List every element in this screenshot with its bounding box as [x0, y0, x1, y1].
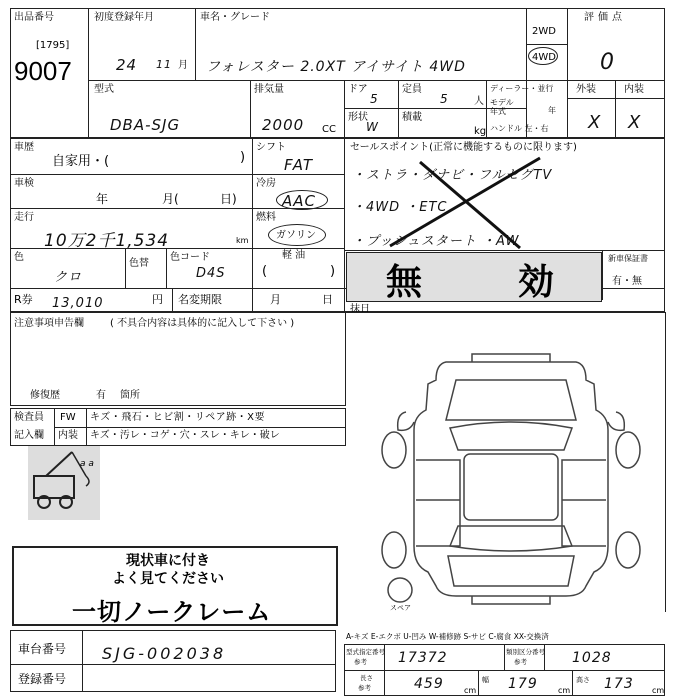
year-unit: 年: [548, 106, 556, 115]
name-change-month: 月: [270, 293, 281, 306]
aircon-label: 冷房: [256, 178, 276, 189]
color-change-label: 色替: [129, 258, 149, 269]
handle-label: ハンドル 左・右: [490, 124, 549, 133]
car-damage-diagram: [376, 350, 646, 610]
type-designation-label: 型式指定番号: [346, 648, 385, 656]
fuel-light-oil: 軽 油: [282, 250, 306, 261]
inspector-fw: FW: [60, 412, 76, 423]
model-label: 型式: [94, 84, 114, 95]
divider: [572, 670, 573, 696]
length-value: 459: [414, 676, 444, 692]
type-designation-sub: 参考: [354, 658, 367, 666]
length-sub: 参考: [358, 684, 371, 692]
divider: [88, 80, 526, 81]
shift-label: シフト: [256, 142, 286, 153]
car-name-label: 車名・グレード: [200, 12, 270, 23]
divider: [172, 288, 173, 312]
usage-close: ): [240, 150, 246, 165]
inspector-label1: 検査員: [14, 412, 44, 423]
void-stamp: [346, 252, 602, 302]
first-reg-month: 11: [156, 58, 172, 71]
fuel-gasoline: ガソリン: [276, 230, 316, 241]
height-unit: cm: [652, 686, 665, 695]
inspection-year: 年: [96, 192, 109, 206]
exterior-label: 外装: [576, 84, 596, 95]
width-unit: cm: [558, 686, 571, 695]
divider: [665, 312, 666, 612]
sales-points-cross-icon: [350, 154, 590, 250]
lot-label: 出品番号: [14, 12, 54, 23]
divider: [88, 8, 89, 138]
divider: [166, 248, 167, 288]
height-label: 高さ: [576, 676, 590, 684]
door-value: 5: [370, 92, 379, 106]
divider: [250, 80, 251, 138]
divider: [567, 98, 665, 99]
color-label: 色: [14, 252, 24, 263]
divider: [10, 664, 336, 665]
color-value: クロ: [54, 270, 83, 285]
svg-text:a a: a a: [80, 459, 94, 469]
divider: [344, 138, 345, 312]
sales-points-line2: ・4WD ・ETC: [352, 200, 448, 215]
divider: [602, 250, 603, 300]
width-label: 幅: [482, 676, 489, 684]
restore-date-label: 抹日: [350, 304, 370, 315]
repair-label: 修復歴: [30, 390, 60, 401]
car-name-value: フォレスター 2.0XT アイサイト 4WD: [206, 59, 466, 75]
dealer-label: ディーラー・並行: [490, 84, 554, 93]
recycle-label: R券: [14, 293, 33, 306]
divider: [252, 138, 253, 312]
divider: [526, 80, 567, 81]
sales-points-line1: ・ストラ・ダナビ・フルセグTV: [352, 168, 553, 183]
color-code-value: D4S: [196, 266, 226, 281]
name-change-day: 日: [322, 293, 333, 306]
inspector-label2: 記入欄: [14, 430, 44, 441]
divider: [125, 248, 126, 288]
divider: [344, 80, 345, 138]
type-designation-value: 17372: [398, 650, 448, 666]
name-change-label: 名変期限: [178, 293, 222, 306]
divider: [54, 427, 346, 428]
length-label: 長さ: [360, 674, 373, 682]
fuel-paren-close: ): [330, 264, 336, 279]
notice-line1: 現状車に付き: [126, 553, 210, 569]
mileage-label: 走行: [14, 212, 34, 223]
category-value: 1028: [572, 650, 612, 666]
repair-place: 箇所: [120, 390, 140, 401]
aircon-value: AAC: [282, 192, 316, 210]
divider: [344, 670, 665, 671]
divider: [567, 80, 665, 81]
divider: [344, 250, 665, 251]
damage-legend: A-キズ E-エクボ U-凹み W-補修跡 S-サビ C-腐食 XX-交換済: [346, 632, 549, 641]
displacement-value: 2000: [262, 116, 305, 134]
divider: [346, 312, 665, 313]
lot-number: 9007: [14, 56, 72, 86]
chassis-value: SJG-002038: [102, 644, 227, 663]
shape-value: W: [366, 120, 379, 134]
registration-label: 登録番号: [18, 672, 67, 686]
first-reg-label: 初度登録年月: [94, 12, 154, 23]
notice-line2: よく見てください: [112, 571, 224, 587]
displacement-label: 排気量: [254, 84, 284, 95]
tow-truck-icon: [28, 446, 100, 520]
divider: [10, 208, 252, 209]
divider: [10, 174, 344, 175]
category-label: 類別区分番号: [506, 648, 545, 656]
drive-4wd: 4WD: [532, 52, 556, 63]
interior-label: 内装: [624, 84, 644, 95]
width-value: 179: [508, 676, 538, 692]
mileage-unit: km: [236, 236, 249, 245]
capacity-label: 定員: [402, 84, 422, 95]
shape-label: 形状: [348, 112, 368, 123]
spare-label: スペア: [390, 604, 411, 612]
drive-4wd-circle-icon: [528, 47, 558, 65]
drive-2wd: 2WD: [532, 26, 556, 37]
inspector-fw-items: キズ・飛石・ヒビ割・リペア跡・X要: [90, 412, 265, 423]
usage-label: 車歴: [14, 142, 34, 153]
divider: [567, 8, 568, 138]
divider: [195, 8, 196, 80]
height-value: 173: [604, 676, 634, 692]
divider: [504, 644, 505, 670]
sales-points-label: セールスポイント(正常に機能するものに限ります): [350, 142, 577, 153]
recycle-value: 13,010: [52, 296, 104, 311]
first-reg-year: 24: [116, 56, 138, 74]
inspector-interior: 内装: [58, 430, 78, 441]
load-unit: kg: [474, 126, 487, 137]
void-stamp-char2: 効: [518, 262, 555, 303]
model-value: DBA-SJG: [110, 116, 181, 134]
warranty-value: 有・無: [612, 276, 642, 287]
notice-line3: 一切ノークレーム: [72, 598, 272, 626]
void-stamp-char1: 無: [386, 262, 423, 303]
door-label: ドア: [348, 84, 368, 95]
notes-label: 注意事項申告欄: [14, 318, 84, 329]
rating-label: 評価点: [584, 12, 626, 23]
recycle-unit: 円: [152, 293, 163, 306]
displacement-unit: CC: [322, 124, 336, 135]
inspection-day: 日): [220, 192, 237, 206]
shift-value: FAT: [284, 156, 314, 174]
fuel-circle-icon: [268, 224, 326, 246]
rating-value: 0: [600, 50, 615, 75]
aircon-circle-icon: [276, 190, 328, 210]
repair-value: 有: [96, 390, 106, 401]
capacity-unit: 人: [474, 96, 484, 107]
inspection-month: 月(: [162, 192, 179, 206]
fuel-label: 燃料: [256, 212, 276, 223]
length-unit: cm: [464, 686, 477, 695]
divider: [526, 8, 527, 138]
divider: [478, 670, 479, 696]
divider: [526, 44, 567, 45]
divider: [486, 80, 487, 138]
category-sub: 参考: [514, 658, 527, 666]
inspector-interior-items: キズ・汚レ・コゲ・穴・スレ・キレ・破レ: [90, 430, 280, 441]
mileage-value: 10万2千1,534: [44, 231, 170, 251]
inspection-label: 車検: [14, 178, 34, 189]
divider: [82, 630, 83, 692]
fuel-paren-open: (: [262, 264, 268, 279]
color-code-label: 色コード: [170, 252, 210, 263]
warranty-label: 新車保証書: [608, 254, 648, 263]
interior-value: X: [628, 112, 642, 133]
exterior-value: X: [588, 112, 602, 133]
divider: [398, 80, 399, 138]
divider: [615, 80, 616, 138]
model-year-label: モデル年式: [490, 98, 514, 116]
sales-points-line3: ・プッシュスタート ・AW: [352, 234, 520, 249]
usage-value: 自家用・(: [52, 154, 110, 169]
notes-sub: ( 不具合内容は具体的に記入して下さい ): [110, 318, 295, 329]
lot-sub: [1795]: [36, 40, 70, 51]
chassis-label: 車台番号: [18, 642, 67, 656]
first-reg-month-unit: 月: [178, 60, 188, 71]
load-label: 積載: [402, 112, 422, 123]
capacity-value: 5: [440, 92, 449, 106]
